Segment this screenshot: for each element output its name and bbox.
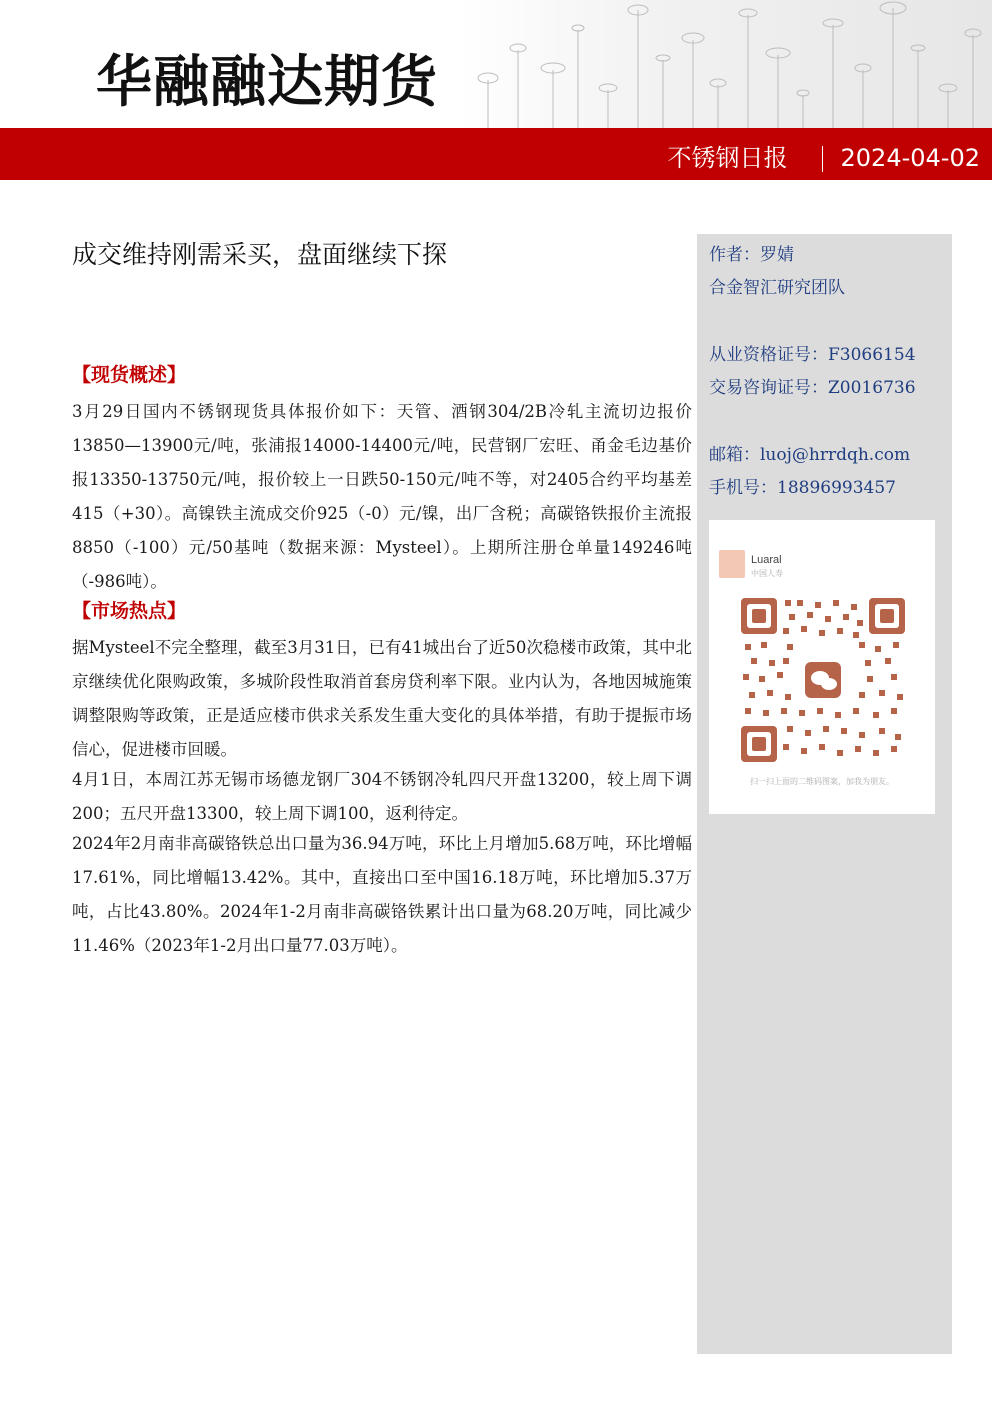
paragraph-hotspot-3: 2024年2月南非高碳铬铁总出口量为36.94万吨，环比上月增加5.68万吨，环比增幅17.61%，同比增幅13.42%。其中，直接出口至中国16.18万吨，环比增加5.37万吨，占比43.80%。2024年1-2月南非高碳铬铁累计出口量为68.20万吨，同比减少11.46%（2023年1-2月出口量77.03万吨）。 xyxy=(72,834,692,955)
section-heading-spot: 【现货概述】 xyxy=(72,364,187,386)
qr-caption: 扫一扫上面的二维码图案，加我为朋友。 xyxy=(750,777,894,786)
company-name: 华融融达期货 xyxy=(96,50,438,115)
qr-contact-subtitle: 中国人寿 xyxy=(751,569,783,578)
report-type: 不锈钢日报 xyxy=(667,144,788,172)
author-phone: 手机号：18896993457 xyxy=(709,478,896,498)
wechat-qr-card xyxy=(709,520,935,814)
author-email[interactable]: 邮箱：luoj@hrrdqh.com xyxy=(709,445,911,465)
author-sidebar xyxy=(697,234,952,1354)
decorative-pins-graphic xyxy=(458,0,992,128)
report-banner xyxy=(668,138,980,173)
banner-divider xyxy=(822,146,823,172)
qr-code-icon xyxy=(741,598,905,762)
header-decoration xyxy=(458,0,992,128)
section-heading-hotspots: 【市场热点】 xyxy=(72,600,187,622)
report-date: 2024-04-02 xyxy=(840,144,980,172)
article-title: 成交维持刚需采买，盘面继续下探 xyxy=(72,240,448,269)
paragraph-hotspot-2: 4月1日，本周江苏无锡市场德龙钢厂304不锈钢冷轧四尺开盘13200，较上周下调200；五尺开盘13300，较上周下调100，返利待定。 xyxy=(72,770,692,823)
research-team: 合金智汇研究团队 xyxy=(709,278,845,298)
paragraph-hotspot-1: 据Mysteel不完全整理，截至3月31日，已有41城出台了近50次稳楼市政策，其中北京继续优化限购政策，多城阶段性取消首套房贷利率下限。业内认为，各地因城施策调整限购等政策，正是适应楼市供求关系发生重大变化的具体举措，有助于提振市场信心，促进楼市回暖。 xyxy=(72,638,692,759)
qr-contact-name: Luaral xyxy=(751,554,782,566)
consult-license: 交易咨询证号：Z0016736 xyxy=(709,378,916,398)
paragraph-spot-overview: 3月29日国内不锈钢现货具体报价如下：天管、酒钢304/2B冷轧主流切边报价13850—13900元/吨，张浦报14000-14400元/吨，民营钢厂宏旺、甬金毛边基价报13350-13750元/吨，报价较上一日跌50-150元/吨不等，对2405合约平均基差415（+30）。高镍铁主流成交价925（-0）元/镍，出厂含税；高碳铬铁报价主流报8850（-100）元/50基吨（数据来源：Mysteel）。上期所注册仓单量149246吨（-986吨）。 xyxy=(72,402,692,591)
practice-license: 从业资格证号：F3066154 xyxy=(709,345,916,365)
avatar xyxy=(719,550,745,578)
author-name: 作者：罗婧 xyxy=(709,245,794,265)
